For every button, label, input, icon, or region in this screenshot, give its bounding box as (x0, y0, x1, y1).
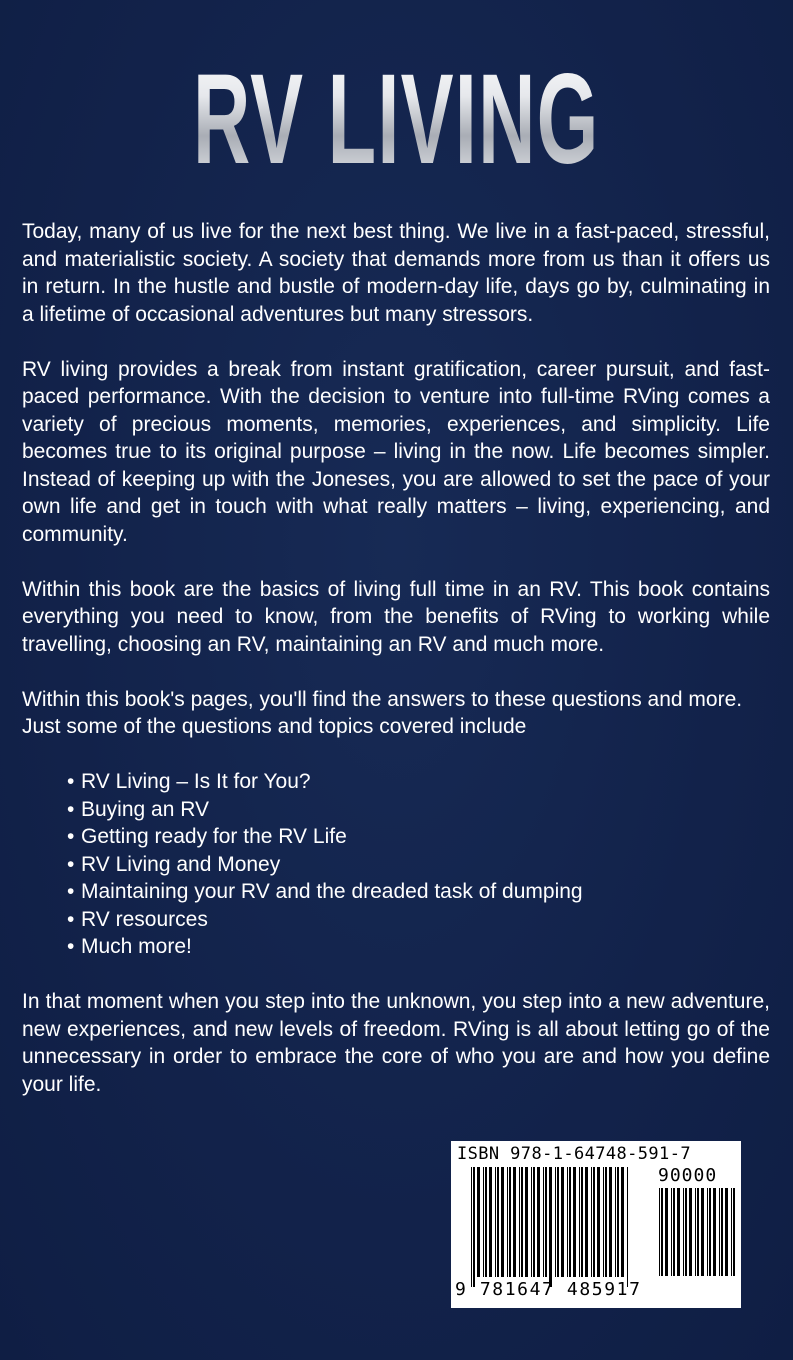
list-item-label: RV resources (81, 907, 208, 931)
bullet-icon: • (67, 797, 75, 821)
bullet-icon: • (67, 825, 75, 848)
list-item-label: Buying an RV (81, 797, 210, 821)
list-item (67, 933, 770, 961)
blurb-paragraph-2: RV living provides a break from instant gratification, career pursuit, and fast-paced performance. With the decision to venture into full-time RVing comes a variety of precious moments, memories, experiences, and simplicity. Life becomes true to its original purpose – living in the now. Life becomes simpler. Instead of keeping up with the Joneses, you are allowed to set the pace of your own life and get in touch with what really matters – living, experiencing, and community. (22, 357, 770, 546)
list-item (67, 906, 770, 934)
list-item (67, 796, 770, 824)
list-item (67, 851, 770, 879)
blurb-paragraph-4: Within this book's pages, you'll find the answers to these questions and more. Just some of the questions and topics covered include (22, 687, 743, 738)
bullet-icon: • (67, 935, 75, 958)
addon-bars-icon (659, 1188, 736, 1286)
list-item (67, 768, 770, 796)
ean-digits: 9 781647 485917 (455, 1279, 642, 1300)
bullet-icon: • (67, 770, 75, 793)
topics-list (22, 768, 770, 961)
bullet-icon: • (67, 880, 75, 903)
book-title: RV LIVING (150, 40, 642, 200)
barcode-bars-icon (471, 1167, 631, 1287)
list-item-label: RV Living and Money (81, 852, 281, 876)
list-item-label: Much more! (81, 935, 192, 958)
list-item (67, 823, 770, 851)
blurb-paragraph-1: Today, many of us live for the next best thing. We live in a fast-paced, stressful, and materialistic society. A society that demands more from us than it offers us in return. In the hustle and bustle of modern-day life, days go by, culminating in a lifetime of occasional adventures but many stressors. (22, 220, 770, 326)
closing-paragraph: In that moment when you step into the unknown, you step into a new adventure, new experiences, and new levels of freedom. RVing is all about letting go of the unnecessary in order to embrace the core of who you are and how you define your life. (22, 990, 770, 1096)
list-item-label: Getting ready for the RV Life (81, 825, 347, 848)
list-item (67, 878, 770, 906)
price-addon-code: 90000 (658, 1165, 718, 1186)
list-item-label: Maintaining your RV and the dreaded task of dumping (81, 880, 583, 903)
list-item-label: RV Living – Is It for You? (81, 770, 311, 793)
blurb-paragraph-3: Within this book are the basics of living full time in an RV. This book contains everything you need to know, from the benefits of RVing to working while travelling, choosing an RV, maintaining an RV and much more. (22, 577, 770, 656)
bullet-icon: • (67, 852, 75, 876)
bullet-icon: • (67, 907, 75, 931)
isbn-barcode (451, 1141, 741, 1308)
blurb (22, 218, 770, 1126)
isbn-label: ISBN 978-1-64748-591-7 (457, 1144, 691, 1164)
